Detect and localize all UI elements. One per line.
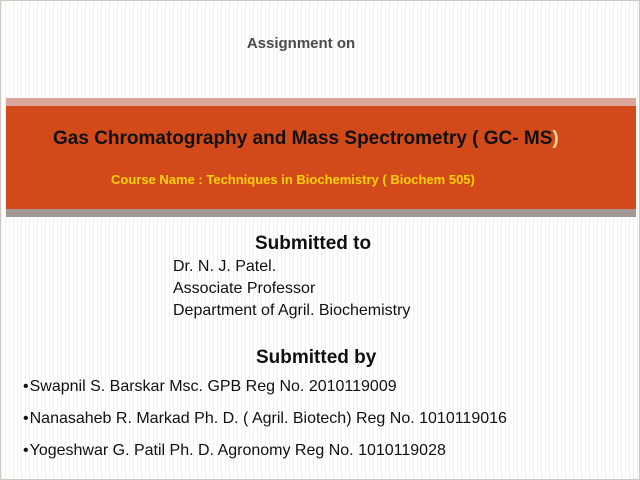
assignment-label: Assignment on <box>246 35 356 52</box>
professor-department: Department of Agril. Biochemistry <box>173 302 411 319</box>
slide-title-closing-paren: ) <box>552 128 559 149</box>
submitted-to-heading: Submitted to <box>255 233 372 254</box>
submitted-to-details <box>173 256 410 322</box>
course-name: Course Name : Techniques in Biochemistry ( Biochem 505) <box>111 172 475 187</box>
member-text: Nanasaheb R. Markad Ph. D. ( Agril. Biotech) Reg No. 1010119016 <box>29 410 507 427</box>
submitted-by-list <box>23 378 507 474</box>
list-item <box>23 442 507 474</box>
title-band-bottom-strip <box>6 209 636 217</box>
professor-title: Associate Professor <box>173 280 316 297</box>
bullet-icon: • <box>23 442 29 459</box>
professor-name: Dr. N. J. Patel. <box>173 258 277 275</box>
list-item <box>23 378 507 410</box>
bullet-icon: • <box>23 378 29 395</box>
list-item <box>23 410 507 442</box>
member-text: Yogeshwar G. Patil Ph. D. Agronomy Reg No. 1010119028 <box>29 442 446 459</box>
member-text: Swapnil S. Barskar Msc. GPB Reg No. 2010119009 <box>29 378 397 395</box>
bullet-icon: • <box>23 410 29 427</box>
title-band-top-strip <box>6 98 636 106</box>
title-band <box>6 106 636 209</box>
slide-title <box>53 128 559 150</box>
submitted-by-heading: Submitted by <box>256 347 377 368</box>
slide-title-text: Gas Chromatography and Mass Spectrometry ( GC- MS <box>53 128 553 149</box>
